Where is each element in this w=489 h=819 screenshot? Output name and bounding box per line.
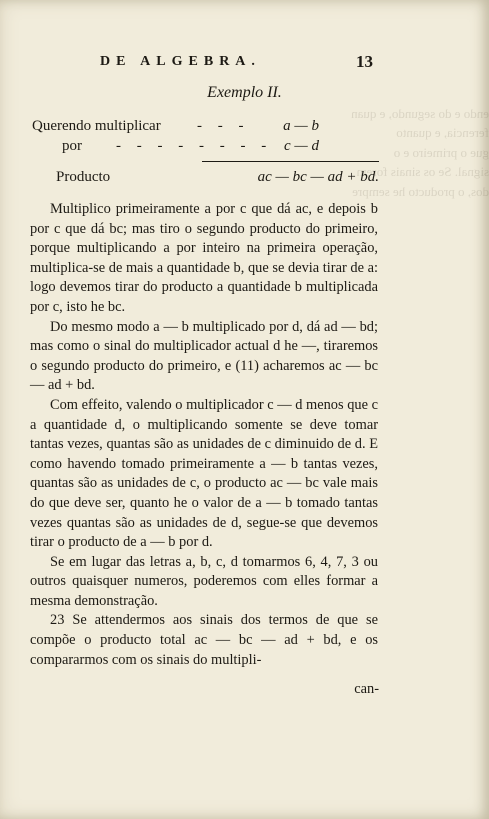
calc-label: Producto — [56, 169, 111, 185]
calc-rule — [202, 161, 379, 162]
running-head — [0, 52, 489, 76]
running-title: DE ALGEBRA. — [100, 54, 261, 69]
calc-leader-dashes: - - - — [197, 118, 250, 134]
paragraph: Com effeito, valendo o multiplicador c — d menos que c a quantidade d, o multiplicando somente se deve tomar tantas vezes, quantas são as unidades de c diminuido de d. E como havendo tomado primeiramente a — b tantas vezes, quantas são as unidades de c, o producto ac — bc vale mais do que deve ser, quanto he o valor de a — b tomado tantas vezes quantas são as unidades de d, segue-se que devemos tirar o producto de a — b por d. — [30, 396, 378, 551]
calc-result: ac — bc — ad + bd. — [257, 169, 379, 185]
body-text — [30, 200, 378, 670]
calc-label: Querendo multiplicar — [32, 118, 161, 134]
example-heading: Exemplo II. — [207, 84, 282, 101]
page-number: 13 — [356, 52, 373, 71]
calc-row-multiplicand — [32, 118, 379, 138]
calc-row-product — [32, 169, 379, 189]
calc-label: por — [62, 138, 82, 154]
paragraph: Multiplico primeiramente a por c que dá ac, e depois b por c que dá bc; mas tiro o segundo producto do primeiro, porque multiplicando a por inteiro na primeira operação, multiplica-se de mais a quantidade b, que se devia tirar de a: logo devemos tirar do producto a quantidade b multiplicada por c, isto he bc. — [30, 201, 378, 315]
calc-expression: c — d — [284, 138, 319, 154]
paragraph: 23 Se attendermos aos sinais dos termos de que se compõe o producto total ac — bc — ad + bd, e os compararmos com os sinais do multipli- — [30, 612, 378, 668]
calc-expression: a — b — [283, 118, 319, 134]
calc-row-multiplier — [32, 138, 379, 158]
bleed-through-texture: endo e do segundo, e quan ferencia, e quanto gue o primeiro e o signal. Se os sinais forem dos, o producto he sempre — [351, 105, 489, 199]
catchword: can- — [354, 681, 379, 697]
paragraph: Se em lugar das letras a, b, c, d tomarmos 6, 4, 7, 3 ou outros quaisquer numeros, poderemos com elles formar a mesma demonstração. — [30, 553, 378, 609]
paragraph: Do mesmo modo a — b multiplicado por d, dá ad — bd; mas como o sinal do multiplicador actual d he —, tiraremos o segundo producto do primeiro, e (11) acharemos ac — bc — ad + bd. — [30, 318, 378, 394]
calc-leader-dashes: - - - - - - - - — [116, 138, 273, 154]
multiplication-layout — [32, 114, 379, 194]
